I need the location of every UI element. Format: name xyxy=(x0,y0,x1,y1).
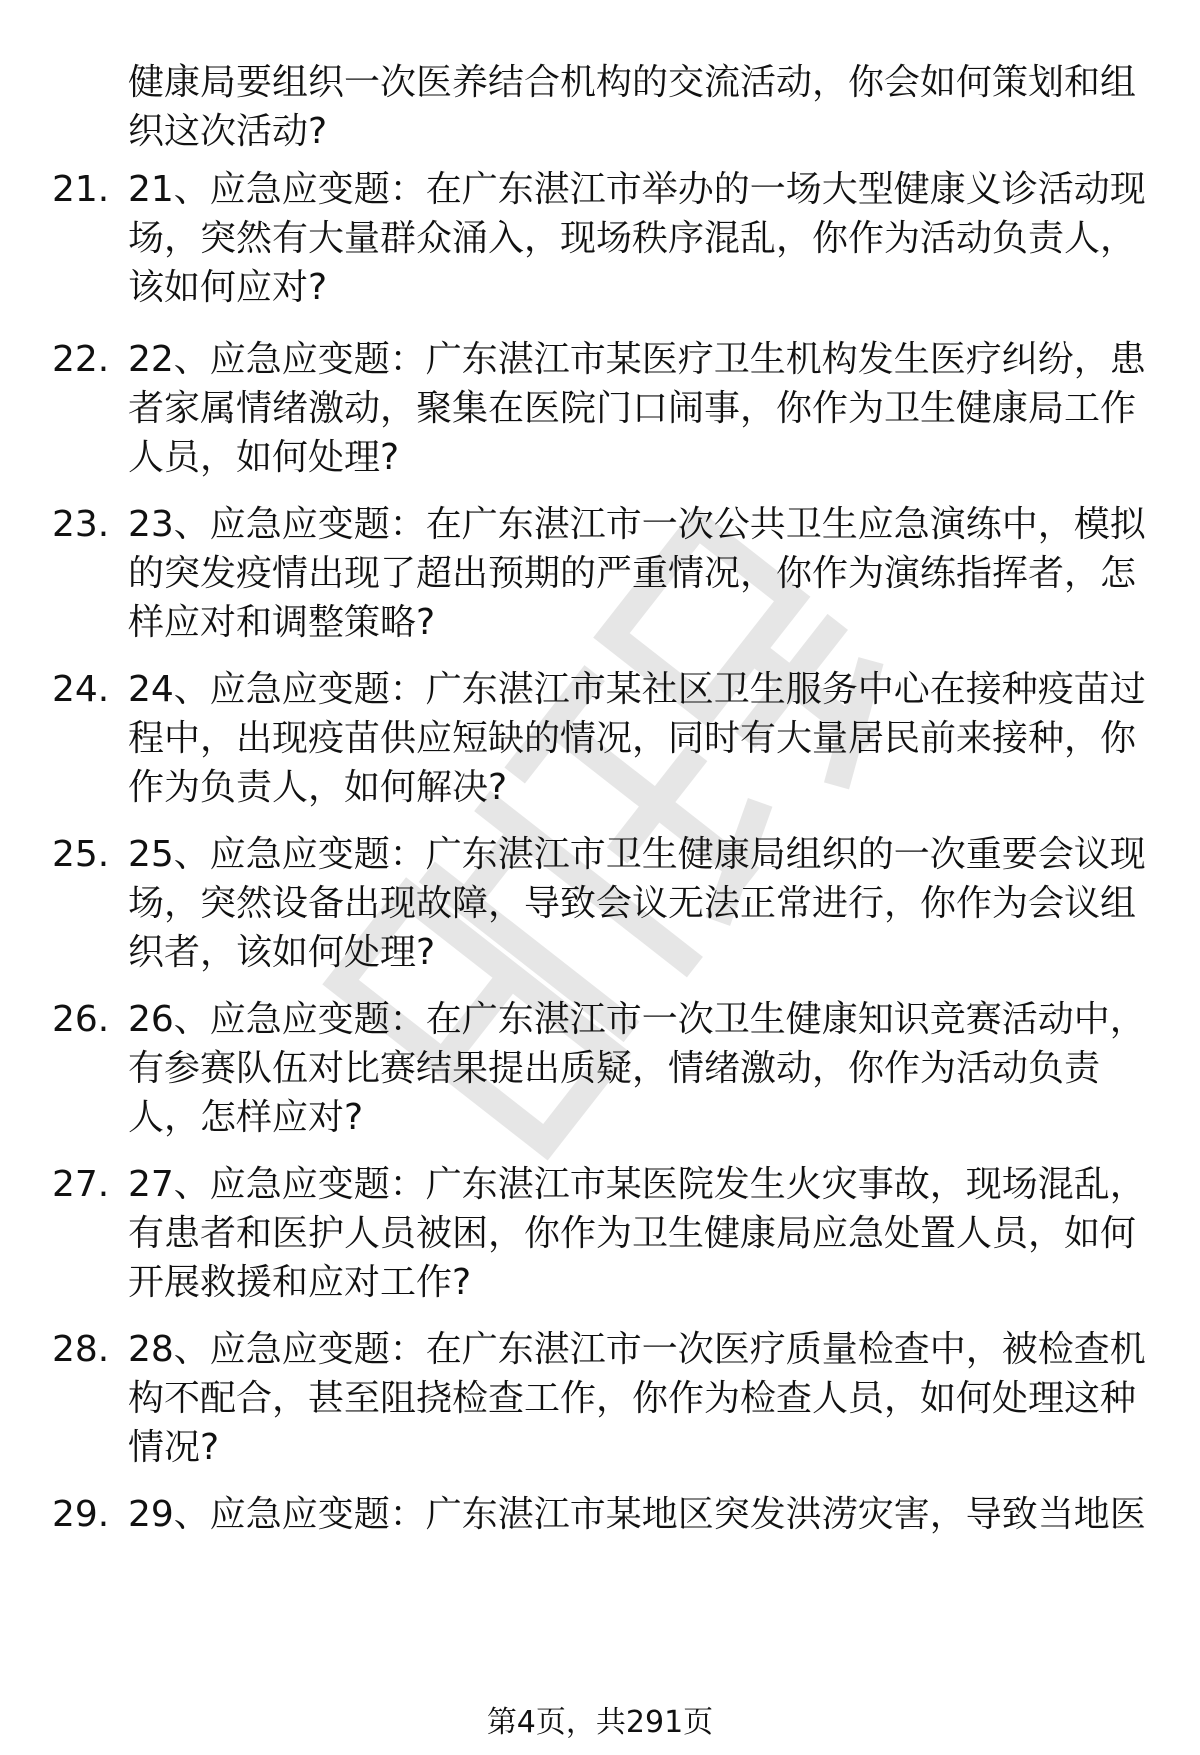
list-item-text: 27、应急应变题：广东湛江市某医院发生火灾事故，现场混乱，有患者和医护人员被困，你作为卫生健康局应急处置人员，如何开展救援和应对工作? xyxy=(128,1164,1146,1303)
list-item-number: 28. xyxy=(52,1329,110,1370)
list-item-number: 25. xyxy=(52,834,110,875)
list-item-text: 24、应急应变题：广东湛江市某社区卫生服务中心在接种疫苗过程中，出现疫苗供应短缺的情况，同时有大量居民前来接种，你作为负责人，如何解决? xyxy=(128,669,1146,808)
list-item-text: 26、应急应变题：在广东湛江市一次卫生健康知识竞赛活动中，有参赛队伍对比赛结果提出质疑，情绪激动，你作为活动负责人，怎样应对? xyxy=(128,999,1146,1138)
list-item-number: 21. xyxy=(52,169,110,210)
list-item-number: 23. xyxy=(52,504,110,545)
list-item-number: 24. xyxy=(52,669,110,710)
list-item-text: 22、应急应变题：广东湛江市某医疗卫生机构发生医疗纠纷，患者家属情绪激动，聚集在医院门口闹事，你作为卫生健康局工作人员，如何处理? xyxy=(128,339,1146,478)
page-footer: 第4页，共291页 xyxy=(486,1705,714,1740)
list-item-text: 21、应急应变题：在广东湛江市举办的一场大型健康义诊活动现场，突然有大量群众涌入，现场秩序混乱，你作为活动负责人，该如何应对? xyxy=(128,169,1146,308)
list-item-text: 25、应急应变题：广东湛江市卫生健康局组织的一次重要会议现场，突然设备出现故障，导致会议无法正常进行，你作为会议组织者，该如何处理? xyxy=(128,834,1146,973)
list-item-number: 22. xyxy=(52,339,110,380)
list-item-number: 26. xyxy=(52,999,110,1040)
list-item-number: 29. xyxy=(52,1494,110,1535)
list-item-text: 23、应急应变题：在广东湛江市一次公共卫生应急演练中，模拟的突发疫情出现了超出预期的严重情况，你作为演练指挥者，怎样应对和调整策略? xyxy=(128,504,1146,643)
continuation-paragraph: 健康局要组织一次医养结合机构的交流活动，你会如何策划和组织这次活动? xyxy=(128,62,1137,152)
list-item-text: 29、应急应变题：广东湛江市某地区突发洪涝灾害，导致当地医 xyxy=(128,1494,1146,1535)
list-item-number: 27. xyxy=(52,1164,110,1205)
list-item-text: 28、应急应变题：在广东湛江市一次医疗质量检查中，被检查机构不配合，甚至阻挠检查工作，你作为检查人员，如何处理这种情况? xyxy=(128,1329,1146,1468)
